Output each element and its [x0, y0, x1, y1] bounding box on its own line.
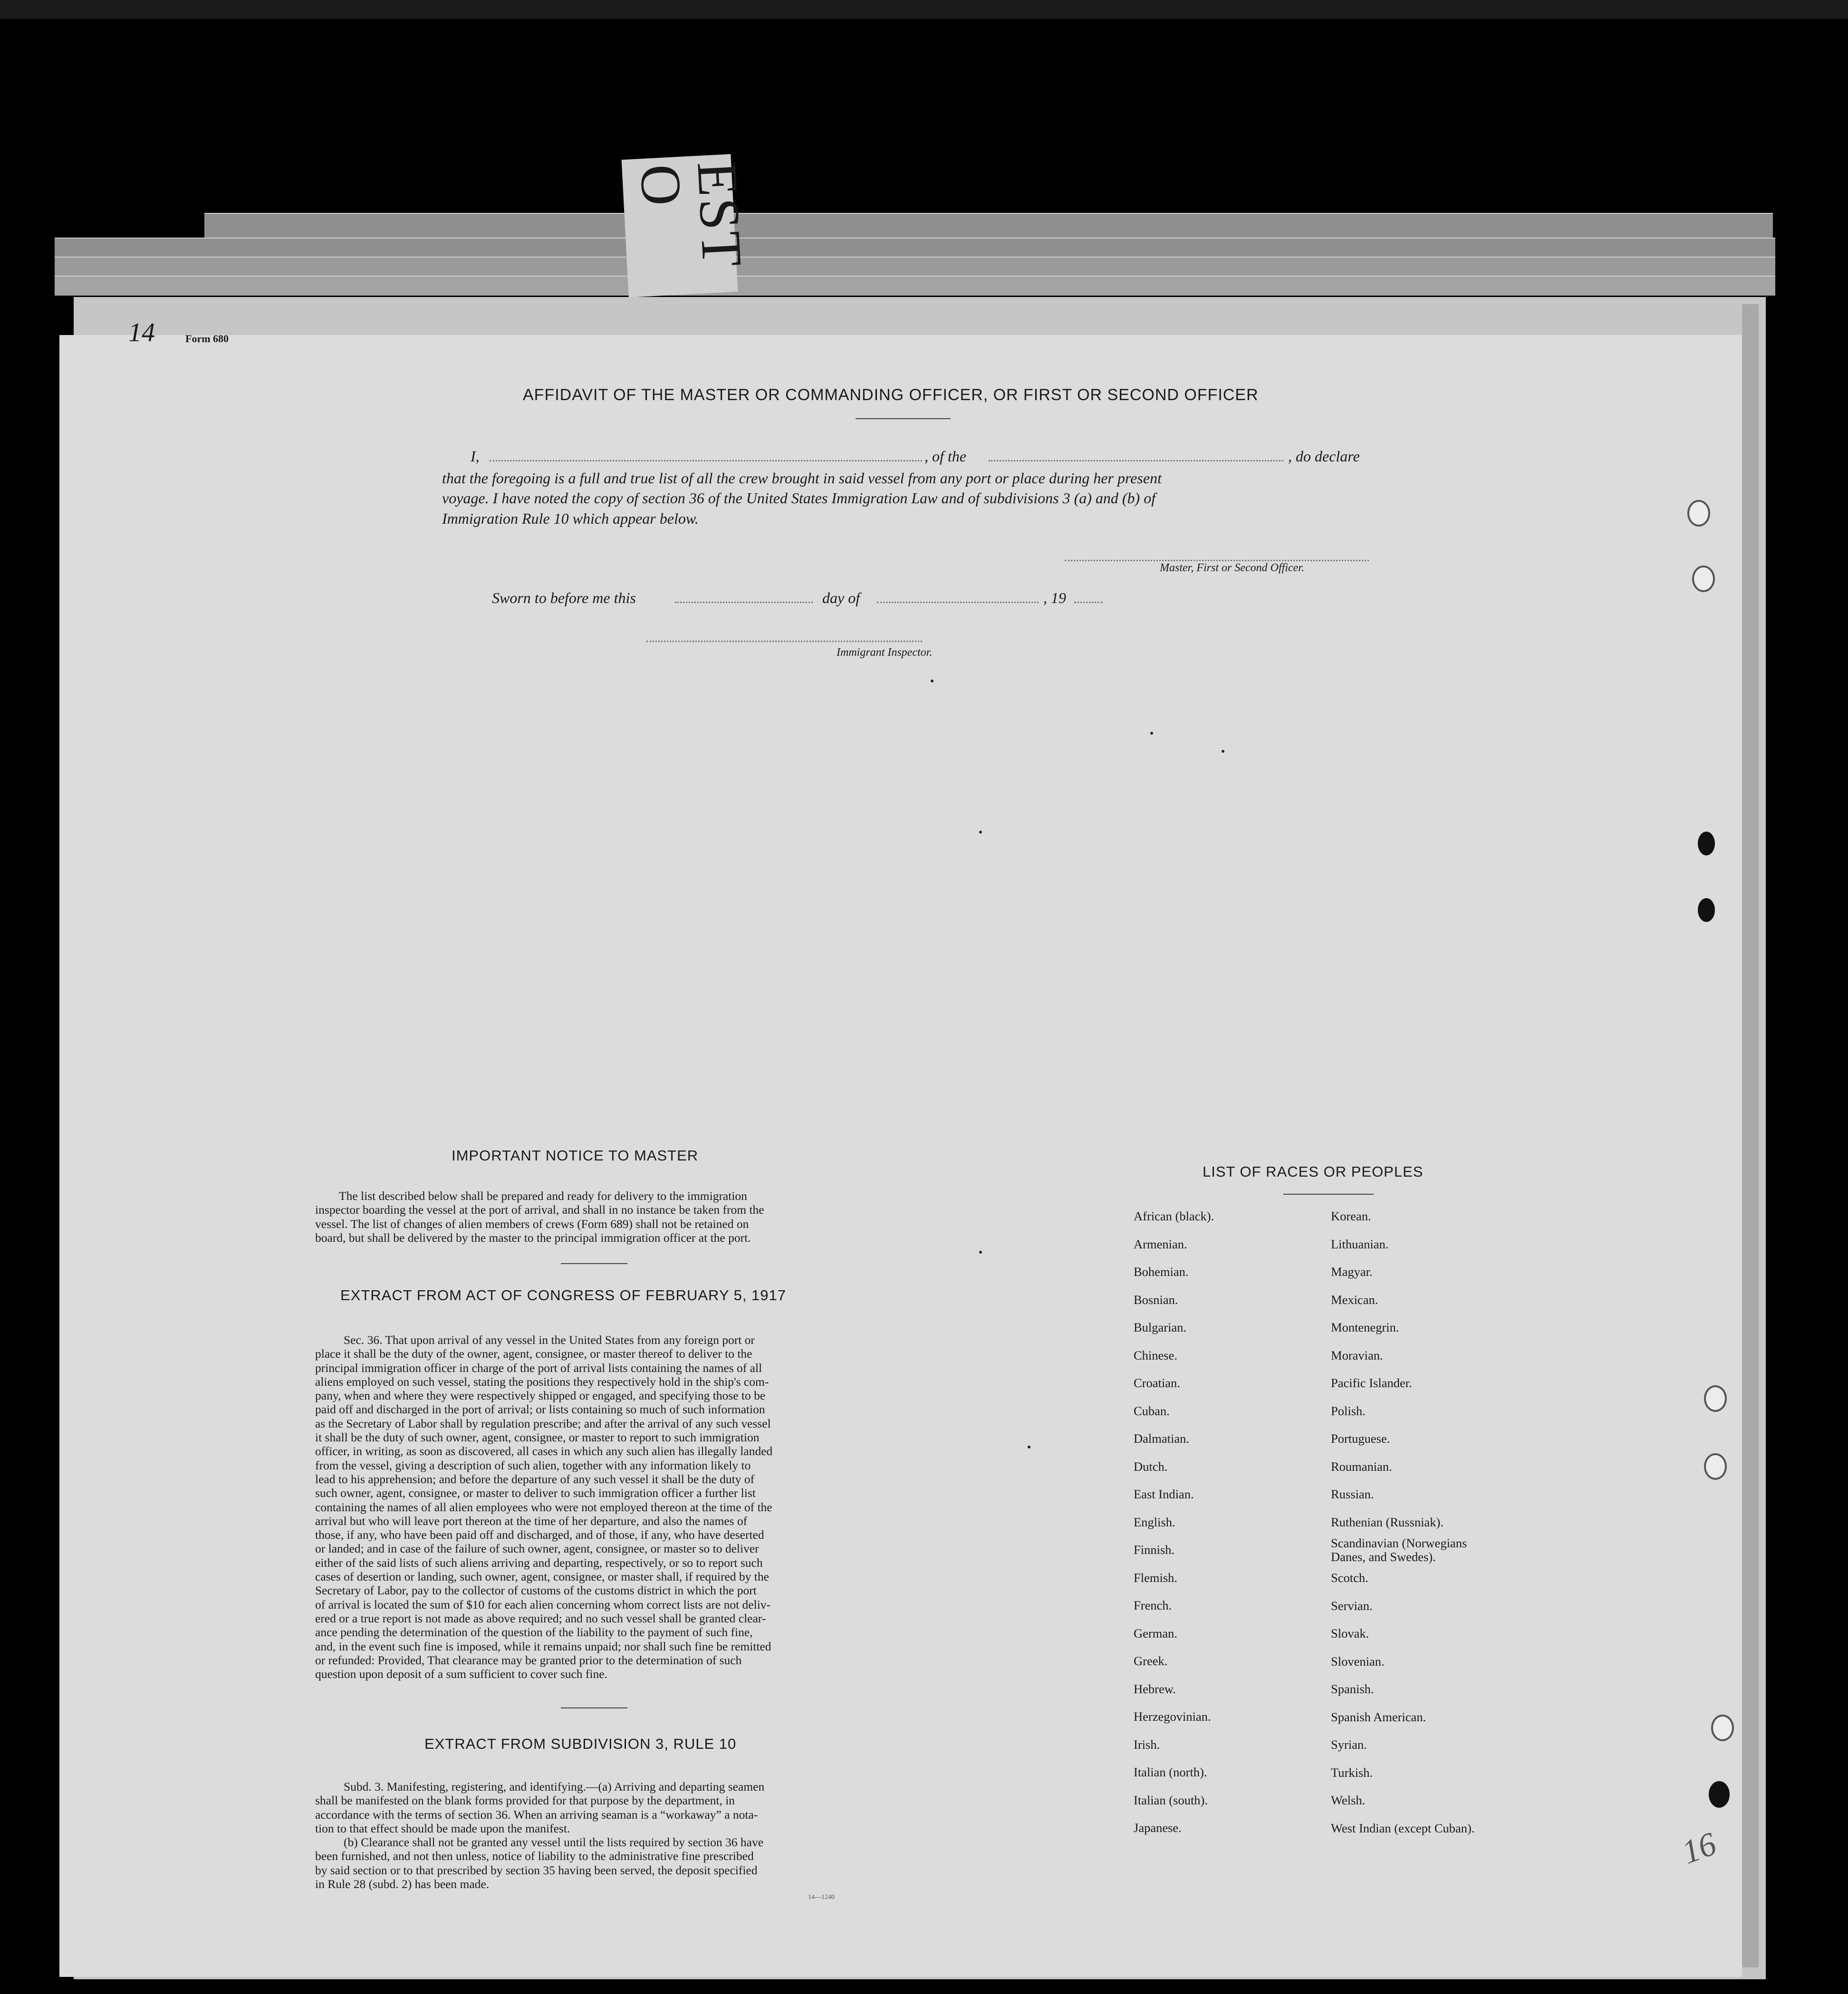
act-line: it shall be the duty of such owner, agent, consignee, or master to report to such immigration: [315, 1430, 760, 1445]
race-item: German.: [1134, 1626, 1177, 1640]
vessel-field[interactable]: [989, 460, 1283, 461]
race-item: Armenian.: [1134, 1237, 1187, 1251]
race-item: Cuban.: [1134, 1403, 1170, 1418]
sworn-day-field[interactable]: [675, 602, 813, 603]
title-rule: [856, 418, 951, 419]
rule-line: been furnished, and not then unless, notice of liability to the administrative fine prescribed: [315, 1849, 754, 1863]
act-line: of arrival is located the sum of $10 for each alien concerning whom correct lists are not deliv-: [315, 1597, 771, 1611]
sworn-text: Sworn to before me this: [492, 589, 636, 606]
act-line: those, if any, who have been paid off and discharged, and of those, if any, who have deserted: [315, 1528, 764, 1542]
act-line: or landed; and in case of the failure of such owner, agent, consignee, or master so to deliver: [315, 1542, 759, 1556]
act-line: place it shall be the duty of the owner, agent, consignee, or master thereof to deliver to the: [315, 1347, 752, 1361]
binder-hole: [1687, 500, 1710, 527]
rule-line: Subd. 3. Manifesting, registering, and identifying.—(a) Arriving and departing seamen: [344, 1780, 765, 1793]
race-item: Irish.: [1134, 1737, 1160, 1752]
rule-line: accordance with the terms of section 36. When an arriving seaman is a “workaway” a nota-: [315, 1807, 758, 1821]
race-item: Lithuanian.: [1331, 1237, 1389, 1251]
affidavit-line2: that the foregoing is a full and true list of all the crew brought in said vessel from any port or place during her present: [442, 470, 1162, 487]
ink-speck: [1222, 750, 1224, 753]
notice-title: IMPORTANT NOTICE TO MASTER: [452, 1147, 699, 1164]
races-column-2: [1331, 1202, 1502, 1842]
form-number: Form 680: [185, 333, 229, 345]
ink-speck: [979, 831, 982, 834]
race-item: Spanish American.: [1331, 1709, 1426, 1724]
race-item: Moravian.: [1331, 1348, 1383, 1362]
race-item: Welsh.: [1331, 1793, 1366, 1807]
race-item: Turkish.: [1331, 1765, 1373, 1780]
race-item: Chinese.: [1134, 1348, 1177, 1362]
act-line: ered or a true report is not made as above required; and no such vessel shall be granted clear-: [315, 1611, 766, 1625]
form-print-code: 14—1240: [808, 1894, 835, 1901]
top-border: [0, 0, 1848, 19]
ink-speck: [1028, 1446, 1030, 1448]
affidavit-line1-mid: , of the: [924, 448, 966, 465]
race-item: Japanese.: [1134, 1821, 1182, 1835]
master-signature-field[interactable]: [1065, 560, 1369, 561]
race-item: Dalmatian.: [1134, 1431, 1189, 1446]
corner-handwriting: 16: [1677, 1825, 1721, 1871]
race-item: Portuguese.: [1331, 1431, 1390, 1446]
race-item: Mexican.: [1331, 1292, 1378, 1307]
race-item: Croatian.: [1134, 1376, 1180, 1390]
binder-hole: [1704, 1453, 1727, 1480]
act-line: pany, when and where they were respectively shipped or engaged, and specifying those to be: [315, 1389, 766, 1403]
act-line: and, in the event such fine is imposed, while it remains unpaid; nor shall such fine be remitted: [315, 1639, 771, 1653]
affidavit-line1-end: , do declare: [1288, 448, 1360, 465]
master-signature-caption: Master, First or Second Officer.: [1160, 562, 1304, 574]
act-line: paid off and discharged in the port of arrival; or lists containing so much of such information: [315, 1402, 765, 1417]
act-line: aliens employed on such vessel, stating the positions they respectively hold in the ship's com-: [315, 1374, 769, 1389]
race-item: Slovenian.: [1331, 1654, 1385, 1668]
act-body: [315, 1333, 878, 1681]
race-item: Italian (north).: [1134, 1765, 1207, 1779]
race-item: French.: [1134, 1598, 1172, 1612]
act-line: Sec. 36. That upon arrival of any vessel in the United States from any foreign port or: [344, 1333, 755, 1347]
race-item: Magyar.: [1331, 1265, 1373, 1279]
act-line: or refunded: Provided, That clearance may be granted prior to the determination of such: [315, 1653, 742, 1667]
notice-rule: [561, 1263, 627, 1264]
ink-speck: [1150, 732, 1153, 735]
rule-title: EXTRACT FROM SUBDIVISION 3, RULE 10: [424, 1735, 737, 1752]
race-item: Pacific Islander.: [1331, 1376, 1412, 1390]
binder-hole: [1709, 1781, 1730, 1808]
act-line: officer, in writing, as soon as discovered, all cases in which any such alien has illegally landed: [315, 1444, 773, 1458]
act-line: cases of desertion or landing, such owner, agent, consignee, or master shall, if required by the: [315, 1570, 769, 1584]
name-field[interactable]: [490, 460, 922, 461]
binder-hole: [1704, 1385, 1727, 1412]
race-item: Servian.: [1331, 1598, 1373, 1613]
act-title: EXTRACT FROM ACT OF CONGRESS OF FEBRUARY 5, 1917: [340, 1287, 787, 1304]
race-item: Polish.: [1331, 1403, 1366, 1418]
act-line: Secretary of Labor, pay to the collector of customs of the customs district in which the port: [315, 1583, 757, 1598]
race-item: English.: [1134, 1515, 1175, 1529]
binder-hole: [1698, 832, 1715, 855]
race-item: Scandinavian (Norwegians Danes, and Swedes).: [1331, 1535, 1467, 1564]
inspector-signature-field[interactable]: [646, 641, 922, 642]
races-rule: [1283, 1194, 1374, 1195]
stacked-sheet: [55, 276, 1775, 296]
binder-hole: [1692, 566, 1715, 592]
act-line: as the Secretary of Labor shall by regulation prescribe; and after the arrival of any such vessel: [315, 1416, 771, 1430]
race-item: African (black).: [1134, 1209, 1214, 1223]
inspector-caption: Immigrant Inspector.: [837, 646, 933, 659]
rule-line: tion to that effect should be made upon the manifest.: [315, 1821, 570, 1835]
sworn-year: , 19: [1043, 589, 1066, 606]
race-item: Scotch.: [1331, 1571, 1368, 1585]
ink-speck: [979, 1251, 982, 1254]
affidavit-line3: voyage. I have noted the copy of section 36 of the United States Immigration Law and of subdivisions 3 (a) and (b) of: [442, 489, 1156, 507]
race-item: Italian (south).: [1134, 1793, 1208, 1807]
act-line: lead to his apprehension; and before the departure of any such vessel it shall be the duty of: [315, 1472, 755, 1486]
ink-speck: [931, 680, 934, 682]
race-item: Russian.: [1331, 1487, 1374, 1501]
race-item: Spanish.: [1331, 1682, 1374, 1696]
act-line: question upon deposit of a sum sufficient to cover such fine.: [315, 1667, 607, 1681]
races-column-1: [1134, 1202, 1214, 1842]
race-item: Dutch.: [1134, 1459, 1168, 1474]
races-title: LIST OF RACES OR PEOPLES: [1203, 1163, 1424, 1180]
race-item: Herzegovinian.: [1134, 1709, 1211, 1724]
act-line: either of the said lists of such aliens arriving and departing, respectively, or so to report such: [315, 1555, 763, 1570]
affidavit-line4: Immigration Rule 10 which appear below.: [442, 510, 699, 527]
binder-hole: [1711, 1715, 1734, 1741]
affidavit-title: AFFIDAVIT OF THE MASTER OR COMMANDING OFFICER, OR FIRST OR SECOND OFFICER: [523, 386, 1259, 404]
index-tab-text: EST O: [628, 160, 754, 269]
act-line: from the vessel, giving a description of such alien, together with any information likely to: [315, 1458, 751, 1472]
rule-line: (b) Clearance shall not be granted any vessel until the lists required by section 36 have: [344, 1835, 764, 1850]
act-rule: [561, 1707, 627, 1708]
race-item: Bulgarian.: [1134, 1320, 1187, 1334]
race-item: Syrian.: [1331, 1737, 1367, 1752]
binder-hole: [1698, 898, 1715, 922]
notice-line: board, but shall be delivered by the master to the principal immigration officer at the port.: [315, 1230, 751, 1245]
rule-line: by said section or to that prescribed by section 35 having been served, the deposit specified: [315, 1863, 758, 1877]
affidavit-line1-start: I,: [471, 448, 480, 465]
handwritten-page-number: 14: [128, 318, 155, 347]
act-line: arrival but who will leave port thereon at the time of her departure, and also the names of: [315, 1514, 748, 1528]
race-item: Korean.: [1331, 1209, 1371, 1223]
rule-line: in Rule 28 (subd. 2) has been made.: [315, 1877, 490, 1891]
sworn-year-field[interactable]: [1074, 602, 1103, 603]
sworn-day-of: day of: [822, 589, 860, 606]
race-item: Bosnian.: [1134, 1292, 1178, 1307]
race-item: Finnish.: [1134, 1543, 1175, 1557]
act-line: ance pending the determination of the question of the liability to the payment of such fine,: [315, 1625, 753, 1639]
notice-line: vessel. The list of changes of alien members of crews (Form 689) shall not be retained on: [315, 1217, 749, 1231]
race-item: Montenegrin.: [1331, 1320, 1399, 1334]
race-item: Roumanian.: [1331, 1459, 1392, 1474]
race-item: West Indian (except Cuban).: [1331, 1821, 1475, 1835]
index-tab: [622, 154, 754, 297]
rule-line: shall be manifested on the blank forms provided for that purpose by the department, in: [315, 1793, 735, 1808]
race-item: Bohemian.: [1134, 1265, 1189, 1279]
act-line: containing the names of all alien employees who were not employed thereon at the time of the: [315, 1500, 772, 1514]
rule-body: [315, 1780, 885, 1891]
notice-body: [315, 1189, 874, 1245]
race-item: Flemish.: [1134, 1570, 1178, 1585]
notice-line: The list described below shall be prepared and ready for delivery to the immigration: [339, 1189, 747, 1203]
race-item: Slovak.: [1331, 1626, 1369, 1640]
race-item: Hebrew.: [1134, 1681, 1176, 1696]
race-item: Greek.: [1134, 1654, 1168, 1668]
sheet-edge: [1742, 304, 1759, 1967]
notice-line: inspector boarding the vessel at the port of arrival, and shall in no instance be taken from the: [315, 1203, 764, 1217]
sworn-month-field[interactable]: [877, 602, 1039, 603]
act-line: principal immigration officer in charge of the port of arrival lists containing the names of all: [315, 1361, 762, 1375]
race-item: Ruthenian (Russniak).: [1331, 1515, 1444, 1529]
act-line: such owner, agent, consignee, or master to deliver to such immigration officer a further list: [315, 1486, 756, 1500]
race-item: East Indian.: [1134, 1487, 1194, 1501]
